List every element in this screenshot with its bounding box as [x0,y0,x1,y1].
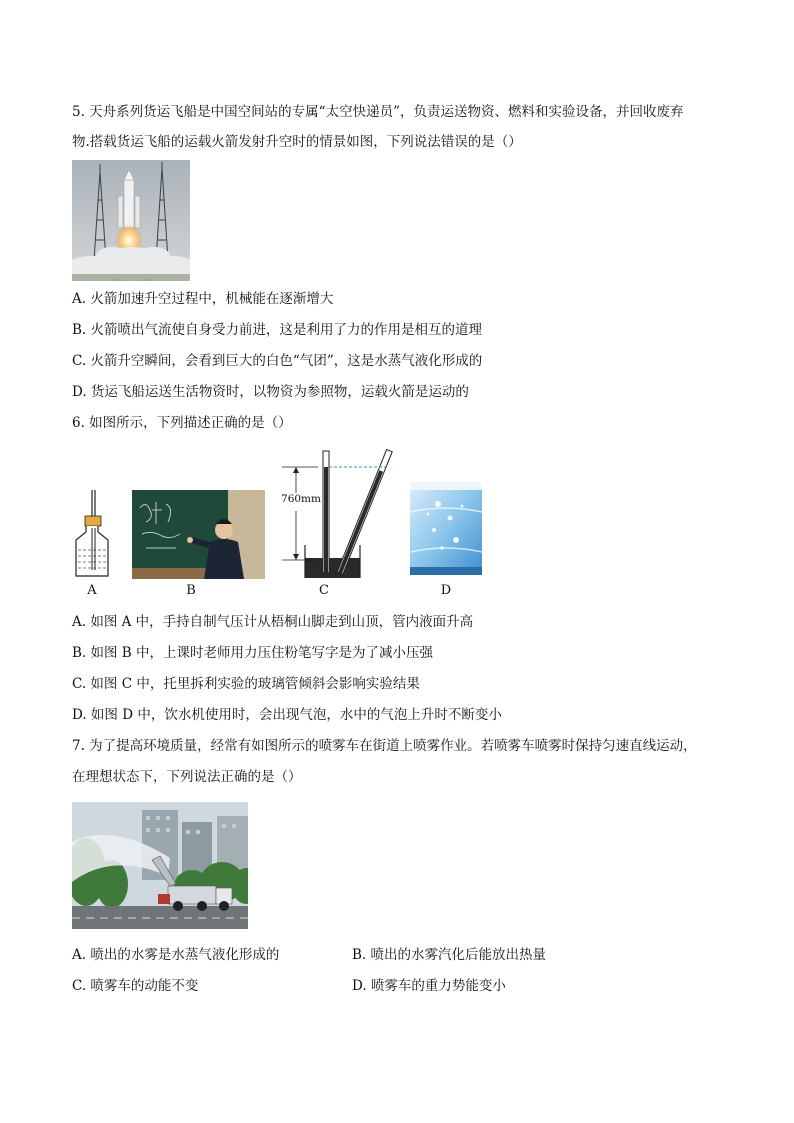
figure-c-torricelli [278,445,398,580]
figure-b-teacher-photo [132,490,265,579]
figure-a-barometer [72,488,112,580]
tube-height-label: 760mm [281,493,321,505]
q6-option-b: B. 如图 B 中，上课时老师用力压住粉笔写字是为了减小压强 [72,645,434,661]
q7-option-b: B. 喷出的水雾汽化后能放出热量 [352,947,547,963]
q6-option-a: A. 如图 A 中，手持自制气压计从梧桐山脚走到山顶，管内液面升高 [72,614,474,630]
q5-option-c: C. 火箭升空瞬间，会看到巨大的白色“气团”，这是水蒸气液化形成的 [72,353,483,369]
q6-option-c: C. 如图 C 中，托里拆利实验的玻璃管倾斜会影响实验结果 [72,676,420,692]
q5-option-d: D. 货运飞船运送生活物资时，以物资为参照物，运载火箭是运动的 [72,384,469,400]
q5-stem-line2: 物.搭载货运飞船的运载火箭发射升空时的情景如图，下列说法错误的是（） [72,134,522,150]
q6-stem: 6. 如图所示，下列描述正确的是（） [72,415,292,431]
q5-option-b: B. 火箭喷出气流使自身受力前进，这是利用了力的作用是相互的道理 [72,322,483,338]
q7-option-d: D. 喷雾车的重力势能变小 [352,978,506,994]
figure-d-label: D [440,583,452,598]
q7-stem-line1: 7. 为了提高环境质量，经常有如图所示的喷雾车在街道上喷雾作业。若喷雾车喷雾时保持匀速直线运动， [72,738,697,754]
q7-option-c: C. 喷雾车的动能不变 [72,978,199,994]
figure-c-label: C [319,583,329,598]
q7-option-a: A. 喷出的水雾是水蒸气液化形成的 [72,947,280,963]
spray-truck-photo [72,802,248,929]
rocket-launch-photo [72,160,190,281]
q5-stem-line1: 5. 天舟系列货运飞船是中国空间站的专属“太空快递员”，负责运送物资、燃料和实验设备，并回收废弃 [72,104,684,120]
q5-option-a: A. 火箭加速升空过程中，机械能在逐渐增大 [72,291,334,307]
q7-stem-line2: 在理想状态下，下列说法正确的是（） [72,769,302,785]
q6-option-d: D. 如图 D 中，饮水机使用时，会出现气泡，水中的气泡上升时不断变小 [72,707,502,723]
figure-d-water-bottle-photo [410,482,482,575]
figure-a-label: A [87,583,97,598]
figure-b-label: B [186,583,196,598]
